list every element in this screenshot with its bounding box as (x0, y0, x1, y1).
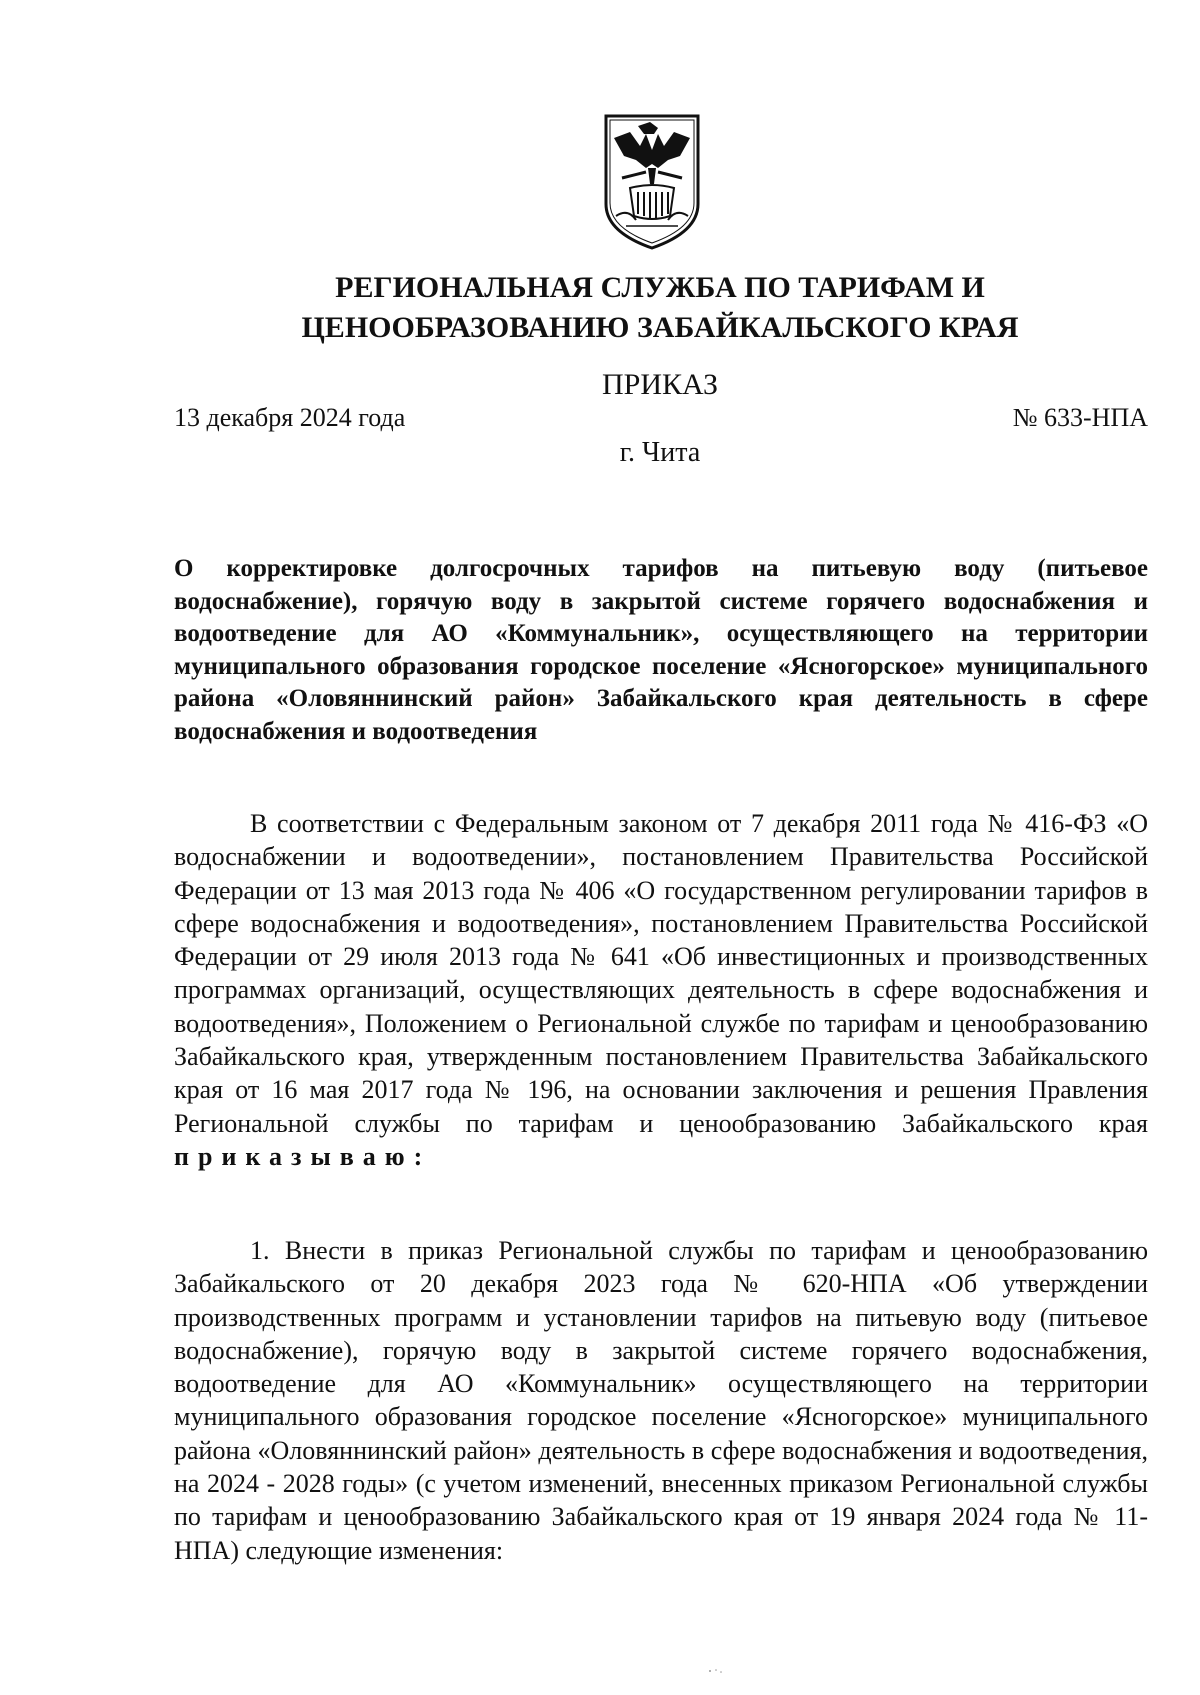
organization-name (200, 268, 1120, 348)
organization-line-2: ЦЕНООБРАЗОВАНИЮ ЗАБАЙКАЛЬСКОГО КРАЯ (301, 311, 1019, 344)
document-subject: О корректировке долгосрочных тарифов на питьевую воду (питьевое водоснабжение), горячую воду в закрытой системе горячего водоснабжения и водоотведение для АО «Коммунальник», осуществляющего на территории муниципального образования городское поселение «Ясногорское» муниципального района «Оловяннинский район» Забайкальского края деятельность в сфере водоснабжения и водоотведения (174, 555, 1148, 745)
organization-line-1: РЕГИОНАЛЬНАЯ СЛУЖБА ПО ТАРИФАМ И (335, 271, 985, 304)
order-word: приказываю: (174, 1141, 432, 1171)
coat-of-arms-icon (600, 112, 704, 252)
document-date: 13 декабря 2024 года (174, 403, 406, 432)
preamble-paragraph (174, 807, 1148, 1173)
document-number: № 633-НПА (1012, 403, 1148, 432)
document-type: ПРИКАЗ (602, 368, 718, 401)
document-city: г. Чита (619, 437, 701, 468)
item-1-paragraph: 1. Внести в приказ Региональной службы по тарифам и ценообразованию Забайкальского от 20 декабря 2023 года № 620-НПА «Об утверждении производственных программ и установлении тарифов на питьевую воду (питьевое водоснабжение), горячую воду в закрытой системе горячего водоснабжения, водоотведение для АО «Коммунальник» осуществляющего на территории муниципального образования городское поселение «Ясногорское» муниципального района «Оловяннинский район» деятельность в сфере водоснабжения и водоотведения, на 2024 - 2028 годы» (с учетом изменений, внесенных приказом Региональной службы по тарифам и ценообразованию Забайкальского края от 19 января 2024 года № 11-НПА) следующие изменения: (174, 1236, 1148, 1565)
scan-speck-icon (707, 1668, 725, 1674)
preamble-text: В соответствии с Федеральным законом от 7 декабря 2011 года № 416-ФЗ «О водоснабжении и водоотведении», постановлением Правительства Российской Федерации от 13 мая 2013 года № 406 «О государственном регулировании тарифов в сфере водоснабжения и водоотведения», постановлением Правительства Российской Федерации от 29 июля 2013 года № 641 «Об инвестиционных и производственных программах организаций, осуществляющих деятельность в сфере водоснабжения и водоотведения», Положением о Региональной службе по тарифам и ценообразованию Забайкальского края, утвержденным постановлением Правительства Забайкальского края от 16 мая 2017 года № 196, на основании заключения и решения Правления Региональной службы по тарифам и ценообразованию Забайкальского края (174, 809, 1148, 1138)
